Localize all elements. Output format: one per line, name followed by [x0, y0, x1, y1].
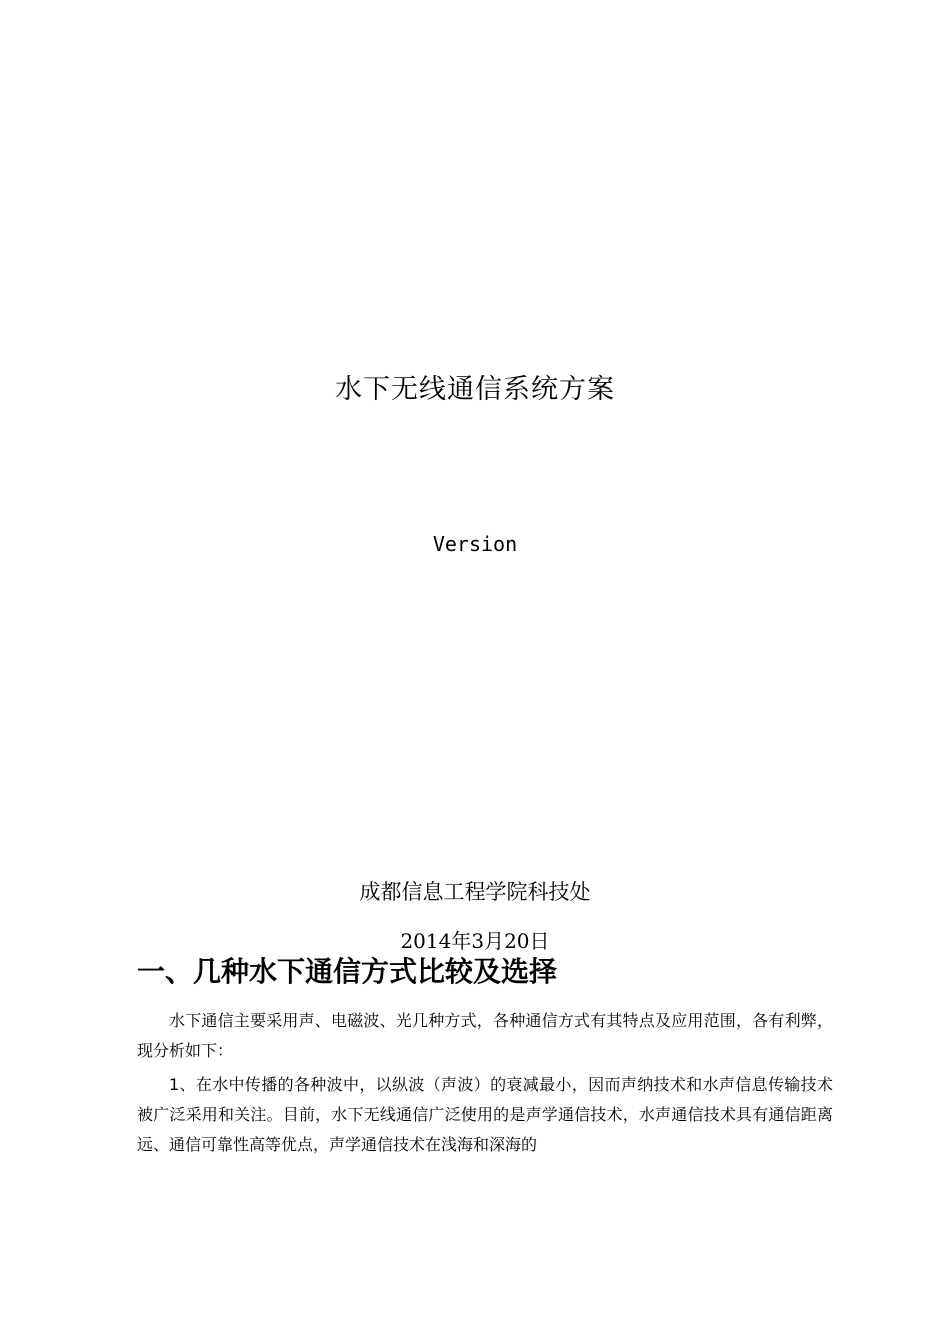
section-heading: 一、几种水下通信方式比较及选择 — [137, 955, 558, 988]
paragraph-acoustic: 1、在水中传播的各种波中，以纵波（声波）的衰减最小，因而声纳技术和水声信息传输技术被广泛采用和关注。目前，水下无线通信广泛使用的是声学通信技术，水声通信技术具有通信距离远、通信可靠性高等优点，声学通信技术在浅海和深海的 — [137, 1075, 833, 1154]
paragraph-intro: 水下通信主要采用声、电磁波、光几种方式，各种通信方式有其特点及应用范围，各有利弊，现分析如下： — [137, 1011, 833, 1060]
document-organization: 成都信息工程学院科技处 — [359, 880, 591, 904]
document-title: 水下无线通信系统方案 — [335, 374, 615, 405]
document-date: 2014年3月20日 — [400, 929, 550, 953]
document-version: Version — [432, 532, 518, 556]
section-body — [137, 1006, 833, 1164]
